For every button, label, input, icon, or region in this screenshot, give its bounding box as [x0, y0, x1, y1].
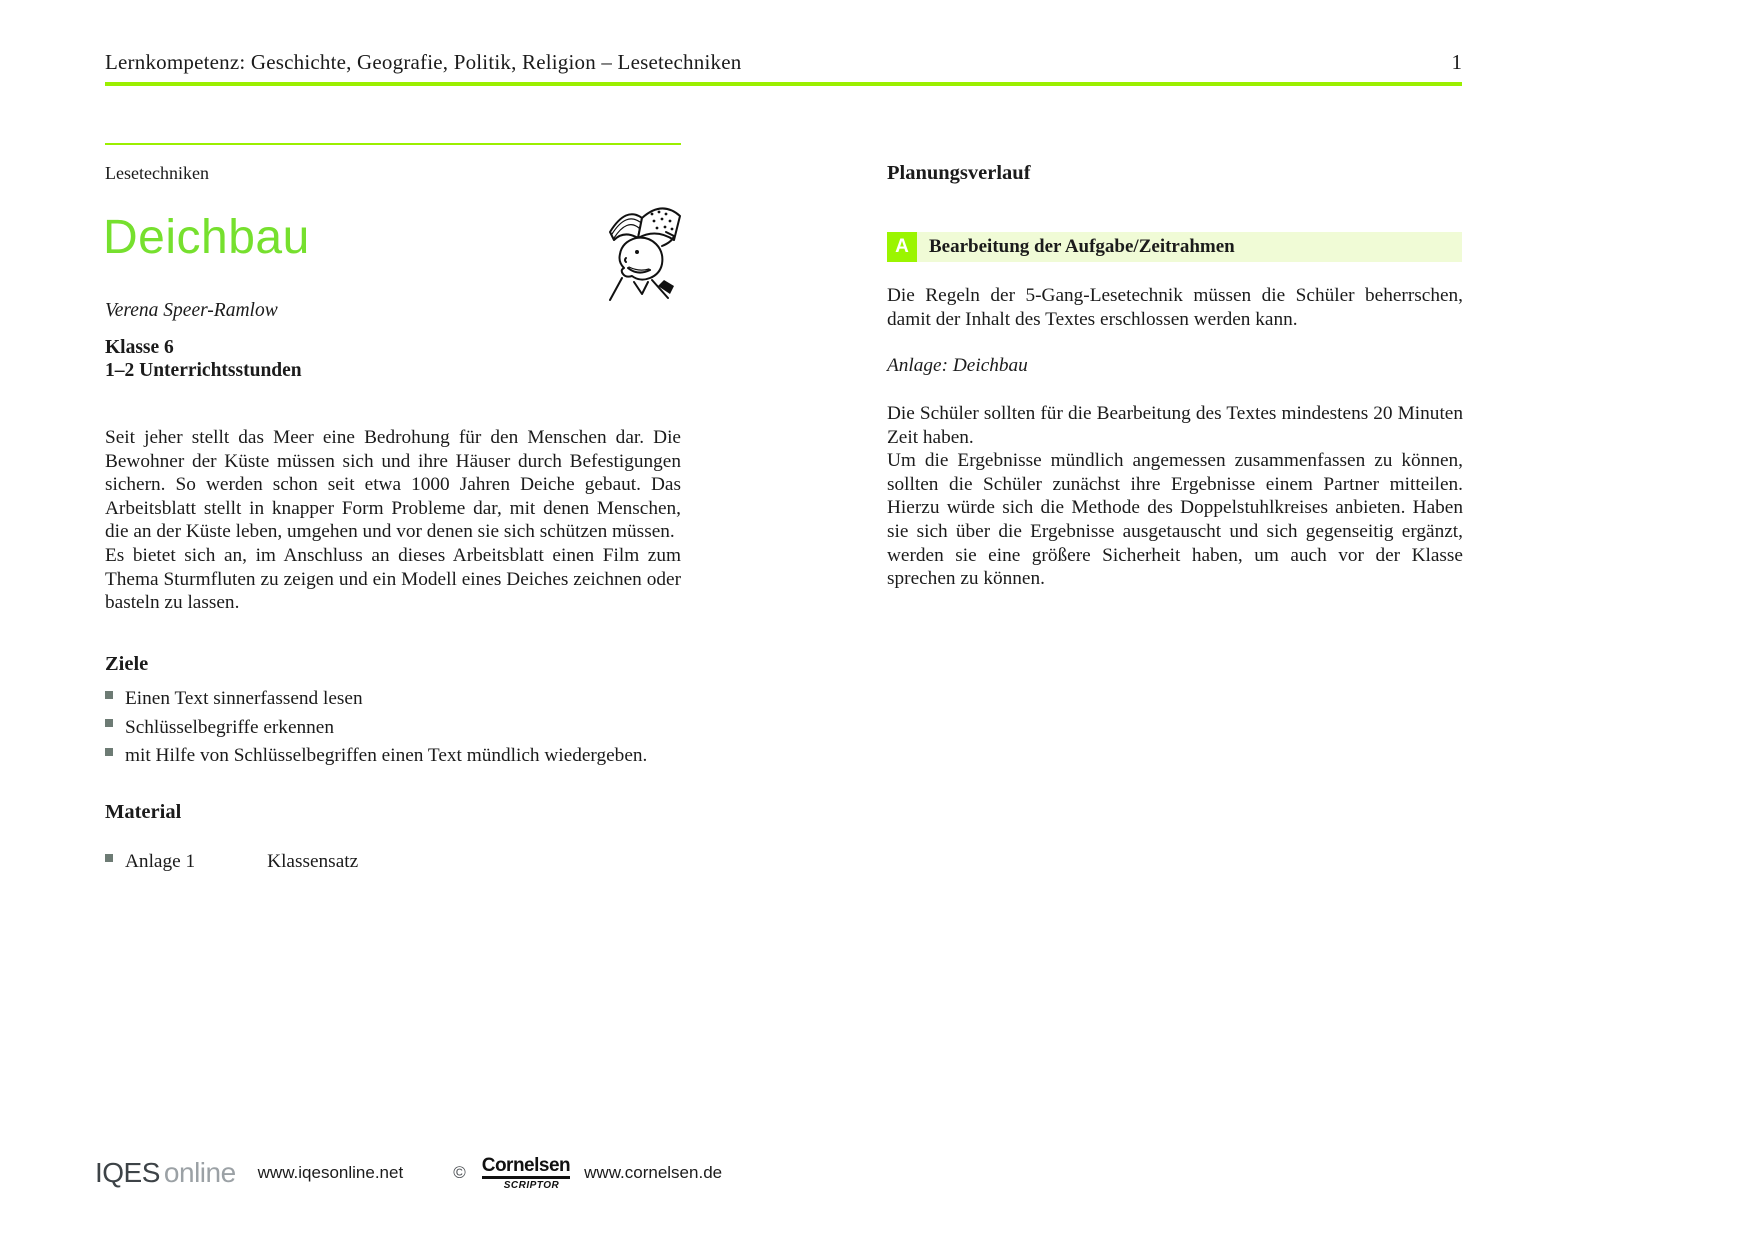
iqes-logo-text: IQES [95, 1157, 160, 1188]
page-number: 1 [1451, 50, 1462, 74]
goal-item-label: Einen Text sinnerfassend lesen [125, 688, 363, 709]
goals-list [105, 687, 681, 773]
section-paragraph-2 [887, 402, 1463, 591]
copyright-symbol: © [453, 1163, 466, 1182]
list-item [105, 850, 681, 874]
section-header-bar [887, 232, 1462, 262]
list-item [105, 687, 681, 711]
bullet-square-icon [105, 748, 113, 756]
intro-paragraph-2: Es bietet sich an, im Anschluss an dieses Arbeitsblatt einen Film zum Thema Sturmfluten zu zeigen und ein Modell eines Deiches zeichnen oder basteln zu lassen. [105, 544, 681, 614]
material-item-label: Anlage 1 [125, 851, 196, 872]
bullet-square-icon [105, 854, 113, 862]
header-title: Lernkompetenz: Geschichte, Geografie, Politik, Religion – Lesetechniken [105, 50, 742, 74]
cornelsen-scriptor-logo [482, 1156, 570, 1191]
cornelsen-logo-text: Cornelsen [482, 1156, 570, 1179]
bullet-square-icon [105, 691, 113, 699]
intro-text [105, 426, 681, 615]
list-item [105, 716, 681, 740]
iqes-online-logo [95, 1157, 236, 1189]
iqes-logo-text-online: online [163, 1157, 236, 1188]
material-heading: Material [105, 801, 182, 823]
reading-head-cartoon-icon [596, 198, 688, 308]
bullet-square-icon [105, 719, 113, 727]
section-paragraph-1: Die Regeln der 5-Gang-Lesetechnik müssen die Schüler beherrschen, damit der Inhalt des Textes erschlossen werden kann. [887, 285, 1463, 330]
goal-item-label: mit Hilfe von Schlüsselbegriffen einen Text mündlich wiedergeben. [125, 745, 648, 766]
annex-note: Anlage: Deichbau [887, 355, 1028, 376]
material-item-value: Klassensatz [267, 851, 359, 872]
section-badge: A [887, 232, 917, 262]
cornelsen-url-link[interactable]: www.cornelsen.de [584, 1163, 723, 1182]
iqes-url-link[interactable]: www.iqesonline.net [257, 1163, 404, 1182]
goals-heading: Ziele [105, 653, 149, 675]
kicker-rule [105, 143, 681, 145]
page-title: Deichbau [103, 211, 310, 264]
page-footer [95, 1148, 1095, 1198]
material-list [105, 850, 681, 879]
scriptor-logo-text: SCRIPTOR [503, 1179, 560, 1191]
intro-paragraph-1: Seit jeher stellt das Meer eine Bedrohung für den Menschen dar. Die Bewohner der Küste müssen sich und ihre Häuser durch Befestigungen sichern. So werden schon seit etwa 1000 Jahren Deiche gebaut. Das Arbeitsblatt stellt in knapper Form Probleme dar, mit denen Menschen, die an der Küste leben, umgehen und vor denen sie sich schützen müssen. [105, 427, 681, 543]
class-level: Klasse 6 [105, 337, 174, 358]
lesson-duration: 1–2 Unterrichtsstunden [105, 360, 302, 381]
planning-heading: Planungsverlauf [887, 162, 1031, 184]
list-item [105, 744, 681, 768]
paragraph: Die Schüler sollten für die Bearbeitung des Textes mindestens 20 Minuten Zeit haben. [887, 403, 1463, 448]
paragraph: Um die Ergebnisse mündlich angemessen zusammenfassen zu können, sollten die Schüler zunächst ihre Ergebnisse einem Partner mitteilen. Hierzu würde sich die Methode des Doppelstuhlkreises anbieten. Haben sie sich über die Ergebnisse ausgetauscht und sich gegenseitig ergänzt, werden sie eine größere Sicherheit haben, um auch vor der Klasse sprechen zu können. [887, 450, 1463, 590]
section-title: Bearbeitung der Aufgabe/Zeitrahmen [917, 232, 1462, 262]
author-name: Verena Speer-Ramlow [105, 300, 278, 321]
header-rule [105, 82, 1462, 86]
goal-item-label: Schlüsselbegriffe erkennen [125, 716, 334, 738]
series-label: Lesetechniken [105, 163, 209, 183]
